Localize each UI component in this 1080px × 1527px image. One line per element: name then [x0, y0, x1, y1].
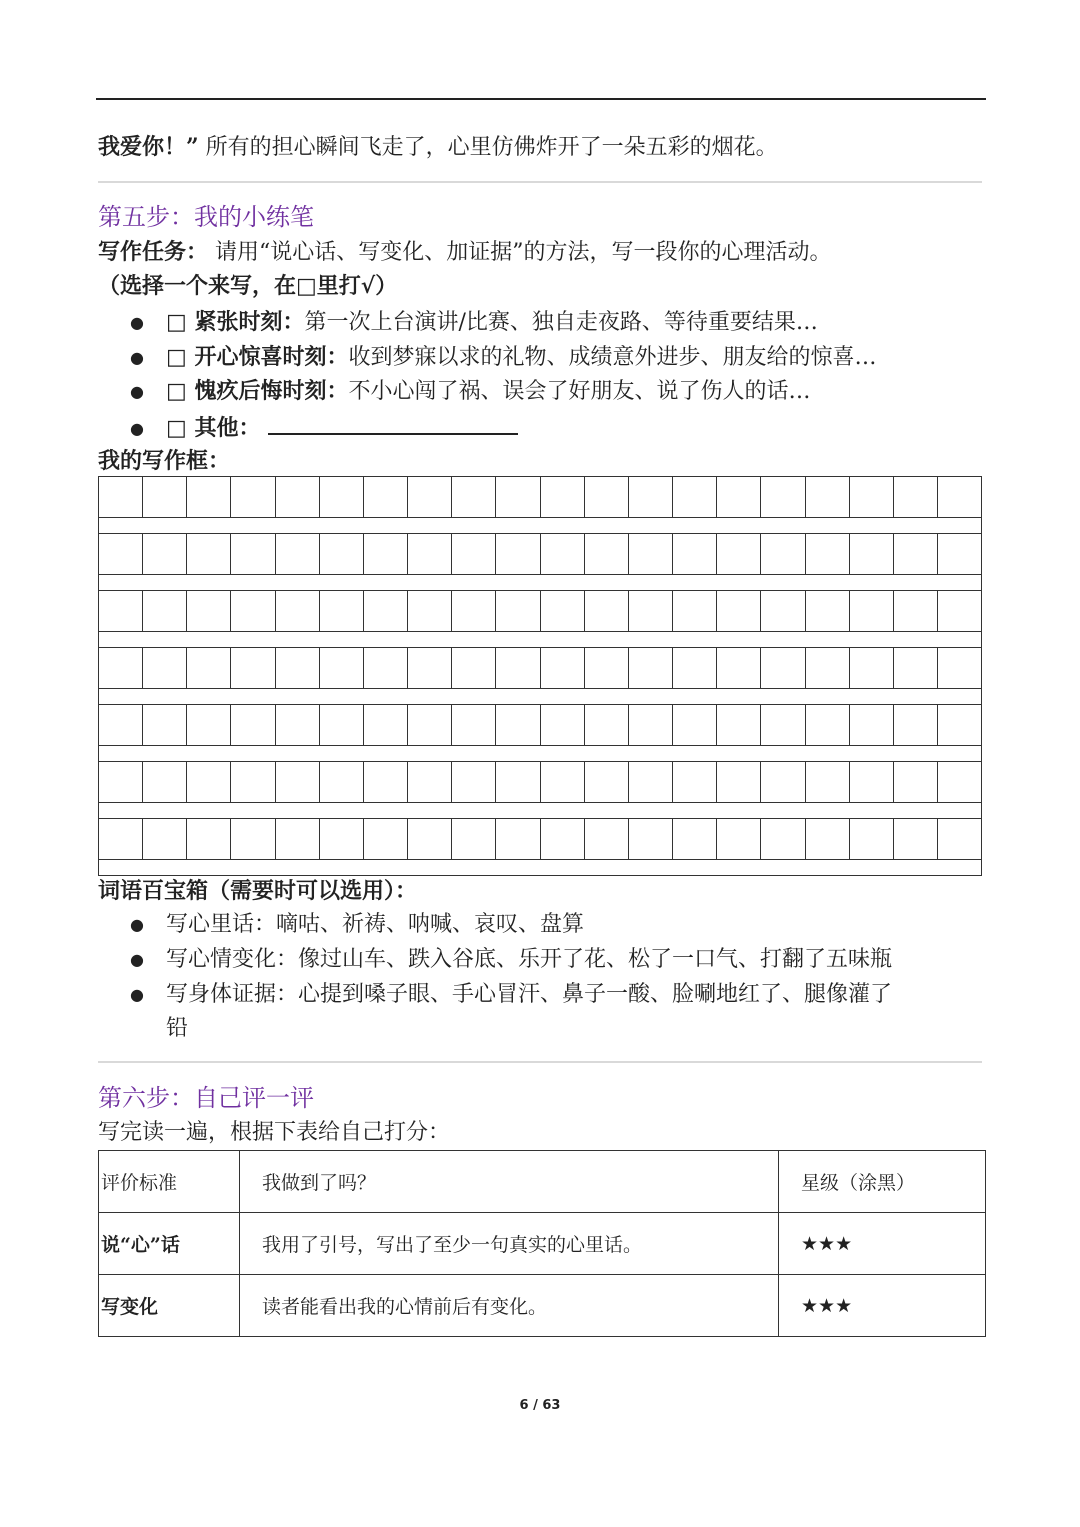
grid-cell[interactable] [806, 477, 850, 517]
grid-cell[interactable] [408, 819, 452, 859]
grid-cell[interactable] [231, 534, 275, 574]
grid-cell[interactable] [761, 705, 805, 745]
grid-cell[interactable] [187, 591, 231, 631]
grid-cell[interactable] [276, 648, 320, 688]
grid-cell[interactable] [496, 819, 540, 859]
grid-cell[interactable] [99, 705, 143, 745]
frame-label: 我的写作框： [98, 448, 231, 474]
grid-cell[interactable] [276, 591, 320, 631]
grid-cell[interactable] [673, 591, 717, 631]
grid-cell[interactable] [231, 762, 275, 802]
grid-row [98, 647, 982, 688]
grid-cell[interactable] [585, 705, 629, 745]
bullet-icon: ● [130, 985, 144, 1004]
grid-cell[interactable] [585, 819, 629, 859]
grid-cell[interactable] [585, 591, 629, 631]
grid-cell[interactable] [99, 477, 143, 517]
grid-cell[interactable] [761, 648, 805, 688]
grid-cell[interactable] [673, 648, 717, 688]
word-box-item-continued: 铅 [166, 1016, 189, 1041]
grid-cell[interactable] [452, 762, 496, 802]
grid-cell[interactable] [143, 819, 187, 859]
star-rating[interactable]: ★★★ [779, 1213, 986, 1275]
grid-cell[interactable] [938, 648, 981, 688]
bullet-icon: ● [130, 313, 144, 332]
grid-cell[interactable] [938, 819, 981, 859]
intro-bold: 我爱你！” [98, 134, 199, 160]
step6-heading: 第六步：自己评一评 [98, 1084, 314, 1112]
grid-cell[interactable] [452, 648, 496, 688]
grid-spacer [98, 517, 982, 533]
option-item[interactable] [130, 376, 810, 407]
grid-cell[interactable] [585, 477, 629, 517]
table-header-cell: 我做到了吗？ [240, 1151, 779, 1213]
step5-heading: 第五步：我的小练笔 [98, 203, 314, 231]
task-text: 请用“说心话、写变化、加证据”的方法，写一段你的心理活动。 [215, 240, 832, 265]
grid-cell[interactable] [541, 819, 585, 859]
bullet-icon: ● [130, 950, 144, 969]
grid-cell[interactable] [496, 477, 540, 517]
grid-cell[interactable] [585, 648, 629, 688]
grid-cell[interactable] [806, 819, 850, 859]
grid-cell[interactable] [761, 819, 805, 859]
grid-cell[interactable] [99, 819, 143, 859]
grid-cell[interactable] [408, 591, 452, 631]
grid-cell[interactable] [187, 762, 231, 802]
grid-cell[interactable] [231, 705, 275, 745]
intro-paragraph [98, 132, 778, 163]
grid-cell[interactable] [452, 591, 496, 631]
grid-cell[interactable] [320, 477, 364, 517]
option-text: 收到梦寐以求的礼物、成绩意外进步、朋友给的惊喜… [348, 345, 877, 370]
grid-cell[interactable] [364, 591, 408, 631]
writing-task [98, 237, 832, 268]
step6-instruction: 写完读一遍，根据下表给自己打分： [98, 1120, 451, 1145]
grid-cell[interactable] [143, 648, 187, 688]
grid-cell[interactable] [452, 534, 496, 574]
grid-spacer [98, 859, 982, 875]
grid-cell[interactable] [452, 819, 496, 859]
grid-cell[interactable] [187, 705, 231, 745]
option-item[interactable] [130, 411, 518, 444]
grid-cell[interactable] [761, 762, 805, 802]
grid-cell[interactable] [629, 705, 673, 745]
grid-cell[interactable] [496, 762, 540, 802]
criterion-cell: 写变化 [99, 1275, 240, 1337]
grid-cell[interactable] [143, 477, 187, 517]
grid-cell[interactable] [761, 591, 805, 631]
grid-cell[interactable] [276, 477, 320, 517]
grid-cell[interactable] [496, 591, 540, 631]
grid-cell[interactable] [938, 591, 981, 631]
grid-row [98, 704, 982, 745]
word-box-item [130, 980, 892, 1010]
grid-cell[interactable] [276, 534, 320, 574]
grid-cell[interactable] [806, 762, 850, 802]
grid-cell[interactable] [850, 477, 894, 517]
grid-cell[interactable] [187, 477, 231, 517]
word-box-item [130, 945, 892, 975]
grid-cell[interactable] [938, 705, 981, 745]
grid-cell[interactable] [408, 705, 452, 745]
grid-cell[interactable] [541, 591, 585, 631]
grid-cell[interactable] [717, 705, 761, 745]
grid-cell[interactable] [761, 534, 805, 574]
grid-cell[interactable] [850, 648, 894, 688]
grid-cell[interactable] [452, 477, 496, 517]
table-header-cell: 评价标准 [99, 1151, 240, 1213]
option-label: □ 紧张时刻： [166, 309, 305, 335]
grid-cell[interactable] [894, 705, 938, 745]
bullet-icon: ● [130, 382, 144, 401]
grid-cell[interactable] [408, 648, 452, 688]
grid-spacer [98, 802, 982, 818]
grid-cell[interactable] [99, 648, 143, 688]
grid-cell[interactable] [408, 534, 452, 574]
grid-cell[interactable] [938, 534, 981, 574]
divider [98, 1061, 982, 1063]
grid-cell[interactable] [452, 705, 496, 745]
header-rule [96, 98, 986, 100]
grid-cell[interactable] [673, 534, 717, 574]
grid-cell[interactable] [850, 591, 894, 631]
description-cell: 读者能看出我的心情前后有变化。 [240, 1275, 779, 1337]
option-text: 不小心闯了祸、误会了好朋友、说了伤人的话… [348, 379, 811, 404]
bullet-icon: ● [130, 348, 144, 367]
grid-cell[interactable] [629, 534, 673, 574]
grid-spacer [98, 745, 982, 761]
intro-text: 所有的担心瞬间飞走了，心里仿佛炸开了一朵五彩的烟花。 [205, 135, 778, 160]
option-label: □ 愧疚后悔时刻： [166, 378, 349, 404]
grid-cell[interactable] [408, 477, 452, 517]
word-box-text: 写身体证据：心提到嗓子眼、手心冒汗、鼻子一酸、脸唰地红了、腿像灌了 [166, 982, 893, 1007]
grid-cell[interactable] [673, 762, 717, 802]
grid-cell[interactable] [938, 762, 981, 802]
description-cell: 我用了引号，写出了至少一句真实的心里话。 [240, 1213, 779, 1275]
grid-row [98, 590, 982, 631]
grid-cell[interactable] [364, 648, 408, 688]
grid-cell[interactable] [717, 477, 761, 517]
grid-cell[interactable] [320, 648, 364, 688]
grid-cell[interactable] [585, 534, 629, 574]
table-header-cell: 星级（涂黑） [779, 1151, 986, 1213]
grid-cell[interactable] [541, 648, 585, 688]
bullet-icon: ● [130, 419, 144, 438]
grid-cell[interactable] [717, 648, 761, 688]
grid-cell[interactable] [629, 819, 673, 859]
grid-cell[interactable] [364, 762, 408, 802]
grid-cell[interactable] [496, 534, 540, 574]
word-box-item [130, 910, 584, 940]
grid-cell[interactable] [629, 591, 673, 631]
select-note: （选择一个来写，在□里打√） [98, 273, 398, 299]
grid-cell[interactable] [496, 648, 540, 688]
grid-cell[interactable] [541, 477, 585, 517]
star-rating[interactable]: ★★★ [779, 1275, 986, 1337]
option-item[interactable] [130, 307, 818, 338]
grid-cell[interactable] [187, 534, 231, 574]
grid-cell[interactable] [231, 819, 275, 859]
grid-cell[interactable] [276, 819, 320, 859]
self-evaluation-table [98, 1150, 986, 1337]
grid-cell[interactable] [99, 762, 143, 802]
grid-cell[interactable] [673, 705, 717, 745]
grid-cell[interactable] [143, 705, 187, 745]
grid-cell[interactable] [761, 477, 805, 517]
grid-cell[interactable] [541, 762, 585, 802]
grid-cell[interactable] [850, 534, 894, 574]
grid-cell[interactable] [320, 591, 364, 631]
grid-cell[interactable] [143, 591, 187, 631]
grid-cell[interactable] [850, 819, 894, 859]
other-blank-field[interactable] [268, 411, 518, 435]
grid-cell[interactable] [231, 591, 275, 631]
divider [98, 181, 982, 183]
option-text: 第一次上台演讲/比赛、独自走夜路、等待重要结果… [304, 310, 818, 335]
grid-cell[interactable] [187, 648, 231, 688]
grid-cell[interactable] [894, 477, 938, 517]
grid-cell[interactable] [541, 534, 585, 574]
word-box-text: 写心情变化：像过山车、跌入谷底、乐开了花、松了一口气、打翻了五味瓶 [166, 947, 893, 972]
grid-cell[interactable] [187, 819, 231, 859]
grid-cell[interactable] [717, 591, 761, 631]
option-label: □ 其他： [166, 415, 261, 441]
grid-cell[interactable] [717, 534, 761, 574]
grid-cell[interactable] [364, 705, 408, 745]
grid-cell[interactable] [850, 762, 894, 802]
option-item[interactable] [130, 342, 876, 373]
grid-cell[interactable] [673, 819, 717, 859]
grid-cell[interactable] [717, 762, 761, 802]
grid-cell[interactable] [231, 477, 275, 517]
grid-cell[interactable] [717, 819, 761, 859]
word-box-title: 词语百宝箱（需要时可以选用）： [98, 878, 418, 904]
grid-cell[interactable] [806, 591, 850, 631]
grid-cell[interactable] [364, 819, 408, 859]
table-header-row [99, 1151, 986, 1213]
option-label: □ 开心惊喜时刻： [166, 344, 349, 370]
grid-cell[interactable] [938, 477, 981, 517]
grid-cell[interactable] [806, 705, 850, 745]
task-label: 写作任务： [98, 239, 209, 265]
grid-row [98, 476, 982, 517]
grid-spacer [98, 631, 982, 647]
grid-cell[interactable] [894, 648, 938, 688]
grid-cell[interactable] [364, 477, 408, 517]
grid-cell[interactable] [320, 762, 364, 802]
grid-cell[interactable] [894, 534, 938, 574]
grid-row [98, 761, 982, 802]
grid-cell[interactable] [276, 705, 320, 745]
grid-cell[interactable] [894, 591, 938, 631]
grid-cell[interactable] [585, 762, 629, 802]
writing-grid[interactable] [98, 476, 982, 876]
table-row [99, 1275, 986, 1337]
grid-spacer [98, 688, 982, 704]
grid-cell[interactable] [99, 591, 143, 631]
grid-cell[interactable] [806, 648, 850, 688]
grid-cell[interactable] [276, 762, 320, 802]
grid-cell[interactable] [629, 762, 673, 802]
criterion-cell: 说“心”话 [99, 1213, 240, 1275]
grid-cell[interactable] [320, 819, 364, 859]
grid-cell[interactable] [320, 534, 364, 574]
grid-cell[interactable] [673, 477, 717, 517]
grid-cell[interactable] [231, 648, 275, 688]
grid-cell[interactable] [99, 534, 143, 574]
grid-cell[interactable] [541, 705, 585, 745]
grid-cell[interactable] [320, 705, 364, 745]
grid-cell[interactable] [629, 648, 673, 688]
grid-cell[interactable] [408, 762, 452, 802]
grid-spacer [98, 574, 982, 590]
grid-cell[interactable] [364, 534, 408, 574]
bullet-icon: ● [130, 915, 144, 934]
grid-cell[interactable] [496, 705, 540, 745]
grid-cell[interactable] [894, 762, 938, 802]
grid-cell[interactable] [850, 705, 894, 745]
page-number: 6 / 63 [519, 1398, 561, 1413]
grid-row [98, 818, 982, 859]
grid-cell[interactable] [143, 534, 187, 574]
grid-cell[interactable] [894, 819, 938, 859]
grid-cell[interactable] [143, 762, 187, 802]
grid-cell[interactable] [806, 534, 850, 574]
grid-row [98, 533, 982, 574]
grid-cell[interactable] [629, 477, 673, 517]
table-row [99, 1213, 986, 1275]
word-box-text: 写心里话：嘀咕、祈祷、呐喊、哀叹、盘算 [166, 912, 585, 937]
